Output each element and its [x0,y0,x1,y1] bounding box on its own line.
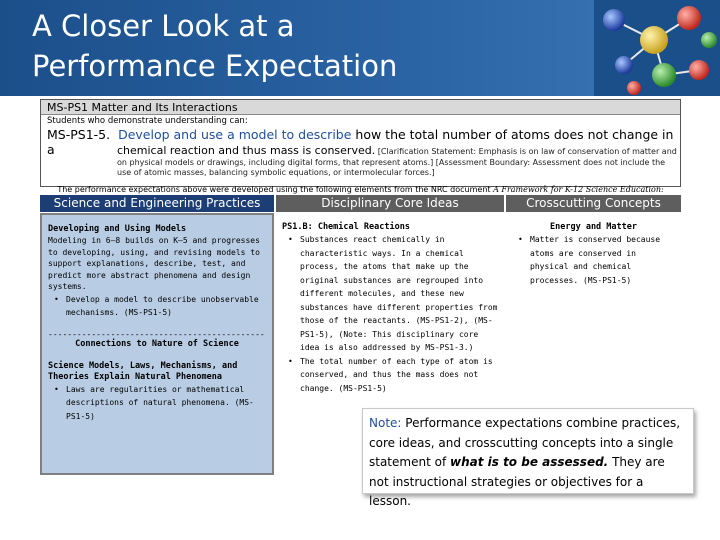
core-ideas-subhead: PS1.B: Chemical Reactions [282,222,410,232]
note-label: Note: [369,416,402,430]
list-item: • The total number of each type of atom is conserved, and thus the mass does not change. (MS-PS1-5) [300,355,498,396]
practices-column [40,213,274,475]
development-note [40,185,681,194]
pe-clarification-lead: [Clarification Statement: [377,147,477,156]
practices-subhead: Developing and Using Models [48,224,187,234]
note-italic: what is to be assessed. [450,455,609,469]
list-item: • Substances react chemically in characteristic ways. In a chemical process, the atoms that make up the original substances are regrouped into different molecules, and these new substances have different properties from those of the reactants. (MS-PS1-2), (MS-PS1-5), (Note: This disciplinary core idea is also addressed by MS-PS1-3.) [300,233,498,355]
crosscutting-header: Crosscutting Concepts [506,195,681,212]
crosscutting-bullets [512,233,675,287]
pe-code: MS-PS1-5. [47,127,111,142]
slide-header [0,0,720,96]
list-item: • Matter is conserved because atoms are conserved in physical and chemical processes. (MS-PS1-5) [530,233,675,287]
pe-title: MS-PS1 Matter and Its Interactions [41,100,680,115]
nos-bullets [48,383,266,424]
pe-describe-word: describe [298,127,352,142]
pe-intro: Students who demonstrate understanding can: [47,116,248,126]
note-box [362,408,694,508]
divider: --------------------------------------------- [48,329,265,339]
core-ideas-header: Disciplinary Core Ideas [276,195,504,212]
practices-bullets [48,293,266,320]
practices-header: Science and Engineering Practices [40,195,274,212]
development-note-text: The performance expectations above were developed using the following elements from the NRC document [57,185,491,194]
pe-rest-line2: chemical reaction and thus mass is conserved. [117,144,376,157]
pe-clarification-text: Emphasis is on law of conservation of matter and on physical models or drawings, including digital forms, that represent atoms.] [Assessment Boundary: Assessment does not include the use of atomic masses, balancing symbolic equations, or intermolecular forces.] [117,147,677,177]
crosscutting-subhead: Energy and Matter [550,222,637,232]
performance-expectation-box [40,99,681,187]
development-note-source: A Framework for K-12 Science Education: [493,185,664,194]
slide-title-line2: Performance Expectation [32,49,398,83]
slide-title-line1: A Closer Look at a [32,9,295,43]
nos-subhead: Science Models, Laws, Mechanisms, and Theories Explain Natural Phenomena [48,360,238,382]
pe-rest-line1: how the total number of atoms does not change in a [47,127,674,157]
practices-body: Modeling in 6–8 builds on K–5 and progresses to developing, using, and revising models to support explanations, describe, test, and predict more abstract phenomena and design systems. [48,236,260,291]
pe-clarification [117,146,677,179]
core-ideas-bullets [282,233,498,395]
list-item: • Laws are regularities or mathematical descriptions of natural phenomena. (MS-PS1-5) [66,383,266,424]
note-text2: They are not instructional strategies or objectives for a lesson. [369,455,665,508]
list-item: • Develop a model to describe unobservable mechanisms. (MS-PS1-5) [66,293,266,320]
slide-title [32,6,492,86]
molecule-logo-icon [594,0,720,96]
connections-heading: Connections to Nature of Science [75,338,239,349]
note-text1: Performance expectations combine practices, core ideas, and crosscutting concepts into a single statement of [369,416,681,469]
pe-practice-text: Develop and use a model to [118,127,295,142]
